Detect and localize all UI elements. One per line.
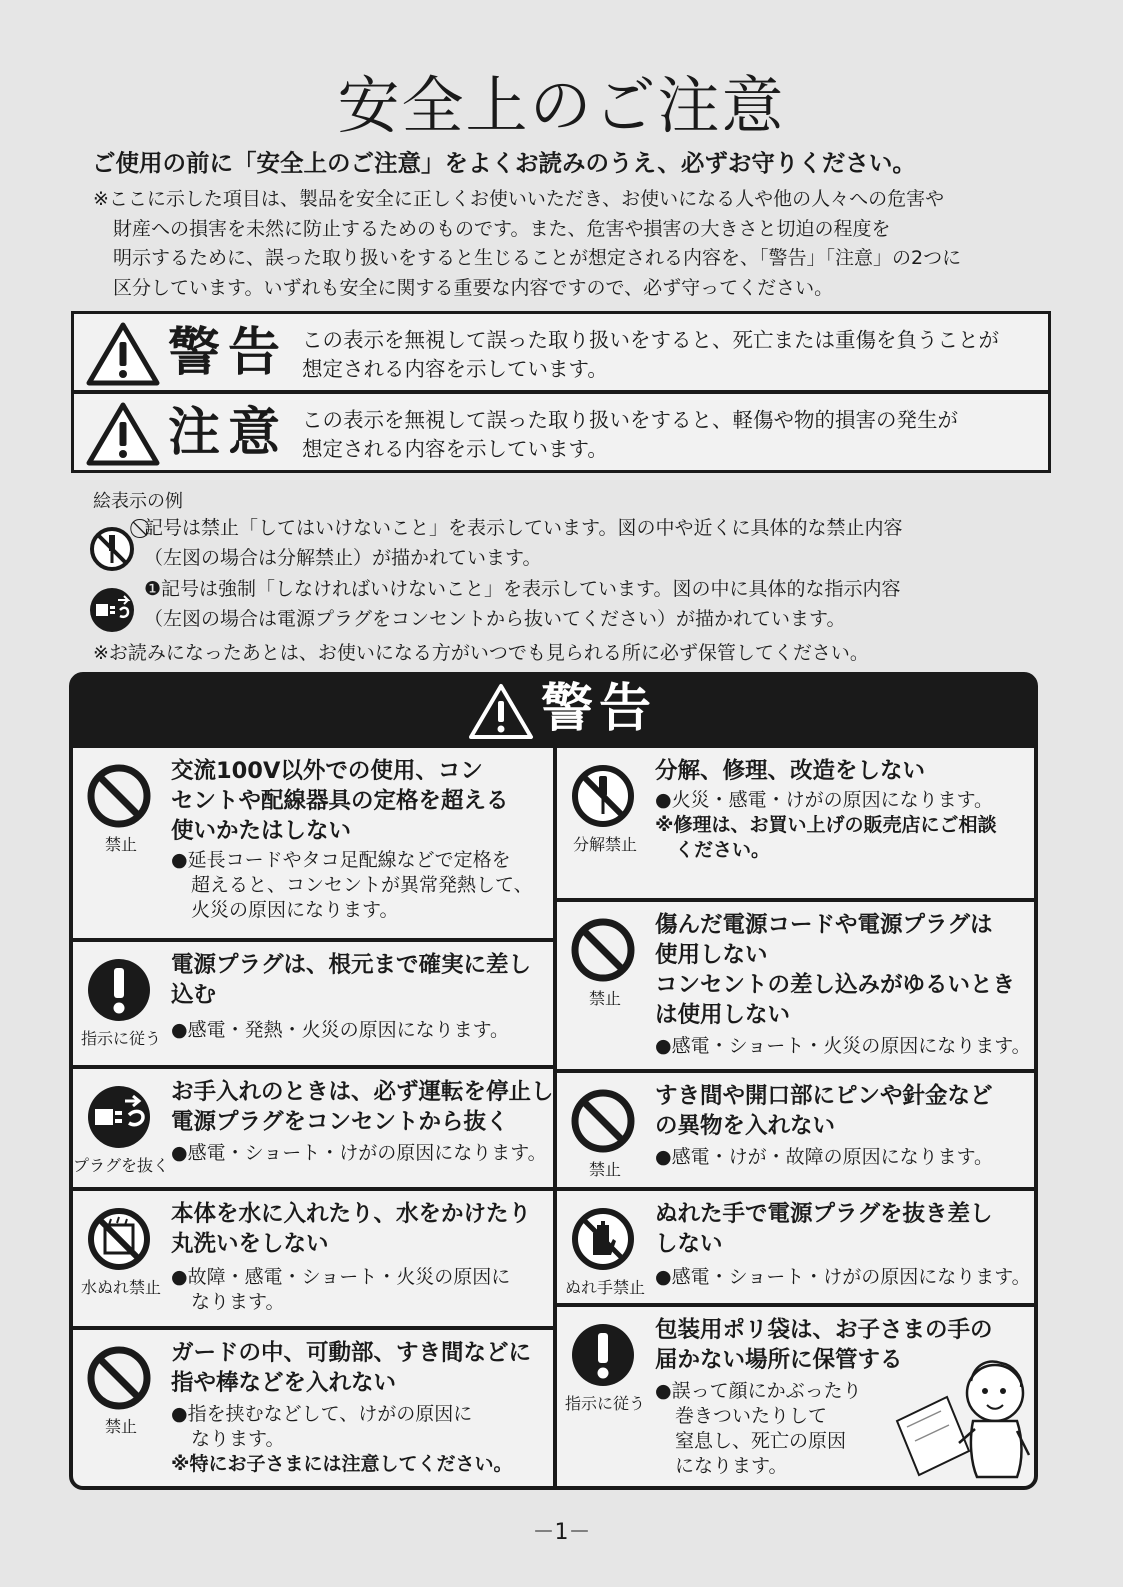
item-heading bbox=[655, 756, 1030, 786]
prohibit-example-line: （左図の場合は分解禁止）が描かれています。 bbox=[144, 547, 542, 569]
icon-caption: 禁止 bbox=[588, 989, 621, 1008]
mandatory-example-line: （左図の場合は電源プラグをコンセントから抜いてください）が描かれています。 bbox=[144, 608, 846, 630]
warning-desc-line: 想定される内容を示しています。 bbox=[302, 357, 608, 381]
subtitle: ご使用の前に「安全上のご注意」をよくお読みのうえ、必ずお守りください。 bbox=[92, 149, 916, 177]
heading-line: 分解、修理、改造をしない bbox=[655, 758, 926, 784]
warning-item bbox=[73, 942, 553, 1065]
item-heading bbox=[171, 1199, 546, 1259]
caution-word: 注意 bbox=[168, 403, 289, 463]
warning-item bbox=[557, 748, 1037, 898]
warning-description bbox=[302, 326, 1042, 384]
item-heading bbox=[655, 1081, 1030, 1141]
prohibition-icon bbox=[85, 1344, 153, 1412]
pictogram-example-prohibit bbox=[88, 513, 1048, 575]
prohibition-icon bbox=[85, 762, 153, 830]
body-line: になります。 bbox=[675, 1455, 788, 1477]
heading-line: 電源プラグをコンセントから抜く bbox=[171, 1109, 509, 1135]
repair-note: ※修理は、お買い上げの販売店にご相談 bbox=[655, 814, 997, 836]
body-line: なります。 bbox=[191, 1428, 285, 1450]
heading-line: 交流100V以外での使用、コン bbox=[171, 758, 483, 784]
caution-desc-line: 想定される内容を示しています。 bbox=[302, 437, 608, 461]
item-body bbox=[655, 1034, 1035, 1059]
item-body bbox=[655, 1265, 1035, 1290]
item-body bbox=[171, 1018, 551, 1043]
heading-line: 本体を水に入れたり、水をかけたり bbox=[171, 1201, 532, 1227]
unplug-icon bbox=[88, 586, 136, 634]
item-heading bbox=[171, 1077, 554, 1137]
item-body bbox=[655, 788, 1035, 863]
mandatory-icon bbox=[569, 1321, 637, 1389]
body-line: ●火災・感電・けがの原因になります。 bbox=[655, 789, 994, 811]
body-line: なります。 bbox=[191, 1291, 285, 1313]
warning-item bbox=[557, 1307, 1037, 1490]
body-line: ●感電・けが・故障の原因になります。 bbox=[655, 1146, 994, 1168]
heading-line: 使いかたはしない bbox=[171, 818, 352, 844]
body-line: 巻きついたりして bbox=[675, 1405, 828, 1427]
heading-line: 傷んだ電源コードや電源プラグは bbox=[655, 912, 993, 938]
body-line: 火災の原因になります。 bbox=[191, 899, 399, 921]
caution-desc-line: この表示を無視して誤った取り扱いをすると、軽傷や物的損害の発生が bbox=[302, 408, 958, 432]
no-water-icon bbox=[85, 1205, 153, 1273]
icon-caption: ぬれ手禁止 bbox=[564, 1278, 645, 1297]
intro-line: 明示するために、誤った取り扱いをすると生じることが想定される内容を、「警告」「注意」の2つに bbox=[113, 247, 962, 269]
body-line: ●感電・発熱・火災の原因になります。 bbox=[171, 1019, 510, 1041]
body-line: 超えると、コンセントが異常発熱して、 bbox=[191, 874, 533, 896]
warning-item bbox=[557, 1073, 1037, 1187]
heading-line: 指や棒などを入れない bbox=[171, 1370, 397, 1396]
warning-item bbox=[73, 1330, 553, 1490]
item-body bbox=[171, 1265, 551, 1315]
heading-line: コンセントの差し込みがゆるいとき bbox=[655, 972, 1016, 998]
child-note: ※特にお子さまには注意してください。 bbox=[171, 1453, 513, 1475]
body-line: ●故障・感電・ショート・火災の原因に bbox=[171, 1266, 511, 1288]
prohibition-icon bbox=[569, 916, 637, 984]
heading-line: 電源プラグは、根元まで確実に差し bbox=[171, 952, 532, 978]
keep-note: ※お読みになったあとは、お使いになる方がいつでも見られる所に必ず保管してください。 bbox=[93, 642, 869, 664]
item-body bbox=[655, 1379, 885, 1479]
icon-caption: 禁止 bbox=[588, 1160, 621, 1179]
warning-word: 警告 bbox=[168, 323, 289, 383]
heading-line: 込む bbox=[171, 982, 217, 1008]
heading-line: セントや配線器具の定格を超える bbox=[171, 788, 509, 814]
warning-item bbox=[557, 902, 1037, 1069]
heading-line: ぬれた手で電源プラグを抜き差し bbox=[655, 1201, 993, 1227]
icon-caption: 水ぬれ禁止 bbox=[80, 1278, 161, 1297]
icon-caption: 分解禁止 bbox=[572, 835, 637, 854]
body-line: ●感電・ショート・火災の原因になります。 bbox=[655, 1035, 1031, 1057]
warning-desc-line: この表示を無視して誤った取り扱いをすると、死亡または重傷を負うことが bbox=[302, 328, 999, 352]
heading-line: お手入れのときは、必ず運転を停止し bbox=[171, 1079, 554, 1105]
icon-caption: 指示に従う bbox=[80, 1029, 161, 1048]
page-number: －1－ bbox=[532, 1520, 591, 1545]
repair-note: ください。 bbox=[675, 839, 771, 861]
icon-caption: 禁止 bbox=[104, 835, 137, 854]
pictogram-heading: 絵表示の例 bbox=[93, 491, 183, 512]
warning-panel-title: 警告 bbox=[541, 679, 658, 739]
body-line: ●指を挟むなどして、けがの原因に bbox=[171, 1403, 473, 1425]
body-line: ●誤って顔にかぶったり bbox=[655, 1380, 862, 1402]
page-title: 安全上のご注意 bbox=[337, 69, 786, 142]
warning-column-left bbox=[73, 748, 553, 1490]
caution-level-box bbox=[71, 391, 1051, 473]
warning-item bbox=[73, 1069, 553, 1187]
body-line: ●感電・ショート・けがの原因になります。 bbox=[171, 1142, 547, 1164]
intro-text bbox=[93, 185, 1053, 303]
warning-panel-header bbox=[73, 676, 1034, 744]
item-body bbox=[171, 1402, 551, 1477]
intro-line: 財産への損害を未然に防止するためのものです。また、危害や損害の大きさと切迫の程度を bbox=[113, 217, 891, 240]
icon-caption: プラグを抜く bbox=[73, 1156, 170, 1175]
no-disassembly-icon bbox=[88, 525, 136, 573]
warning-level-box bbox=[71, 311, 1051, 393]
intro-line: ※ここに示した項目は、製品を安全に正しくお使いいただき、お使いになる人や他の人々への危害や bbox=[93, 188, 945, 210]
intro-line: 区分しています。いずれも安全に関する重要な内容ですので、必ず守ってください。 bbox=[113, 276, 834, 299]
item-heading bbox=[171, 1338, 546, 1398]
body-line: 窒息し、死亡の原因 bbox=[675, 1430, 847, 1452]
heading-line: 包装用ポリ袋は、お子さまの手の bbox=[655, 1317, 993, 1343]
item-body bbox=[171, 1141, 551, 1166]
icon-caption: 指示に従う bbox=[564, 1394, 645, 1413]
item-heading bbox=[171, 950, 546, 1010]
item-heading bbox=[171, 756, 546, 846]
warning-triangle-icon bbox=[468, 682, 534, 740]
caution-description bbox=[302, 406, 1042, 464]
caution-triangle-icon bbox=[86, 402, 160, 466]
child-with-bag-illustration bbox=[877, 1351, 1037, 1481]
pictogram-example-mandatory bbox=[88, 574, 1048, 636]
heading-line: すき間や開口部にピンや針金など bbox=[655, 1083, 993, 1109]
heading-line: しない bbox=[655, 1231, 723, 1257]
prohibition-icon bbox=[569, 1087, 637, 1155]
mandatory-icon bbox=[85, 956, 153, 1024]
body-line: ●感電・ショート・けがの原因になります。 bbox=[655, 1266, 1031, 1288]
heading-line: は使用しない bbox=[655, 1002, 791, 1028]
warning-panel bbox=[69, 672, 1038, 1490]
warning-item bbox=[73, 748, 553, 938]
heading-line: 使用しない bbox=[655, 942, 768, 968]
heading-line: 丸洗いをしない bbox=[171, 1231, 329, 1257]
warning-item bbox=[73, 1191, 553, 1326]
item-body bbox=[655, 1145, 1035, 1170]
item-body bbox=[171, 848, 551, 923]
item-heading bbox=[655, 910, 1030, 1030]
no-disassembly-icon bbox=[569, 762, 637, 830]
no-wet-hands-icon bbox=[569, 1205, 637, 1273]
heading-line: ガードの中、可動部、すき間などに bbox=[171, 1340, 532, 1366]
warning-triangle-icon bbox=[86, 322, 160, 386]
mandatory-example-line: ❶記号は強制「しなければいけないこと」を表示しています。図の中に具体的な指示内容 bbox=[144, 578, 901, 600]
icon-caption: 禁止 bbox=[104, 1417, 137, 1436]
prohibit-example-line: ⃠記号は禁止「してはいけないこと」を表示しています。図の中や近くに具体的な禁止内容 bbox=[144, 517, 903, 539]
unplug-icon bbox=[85, 1083, 153, 1151]
body-line: ●延長コードやタコ足配線などで定格を bbox=[171, 849, 511, 871]
heading-line: 届かない場所に保管する bbox=[655, 1347, 903, 1373]
item-heading bbox=[655, 1199, 1030, 1259]
warning-column-right bbox=[557, 748, 1037, 1490]
warning-item bbox=[557, 1191, 1037, 1303]
heading-line: の異物を入れない bbox=[655, 1113, 836, 1139]
